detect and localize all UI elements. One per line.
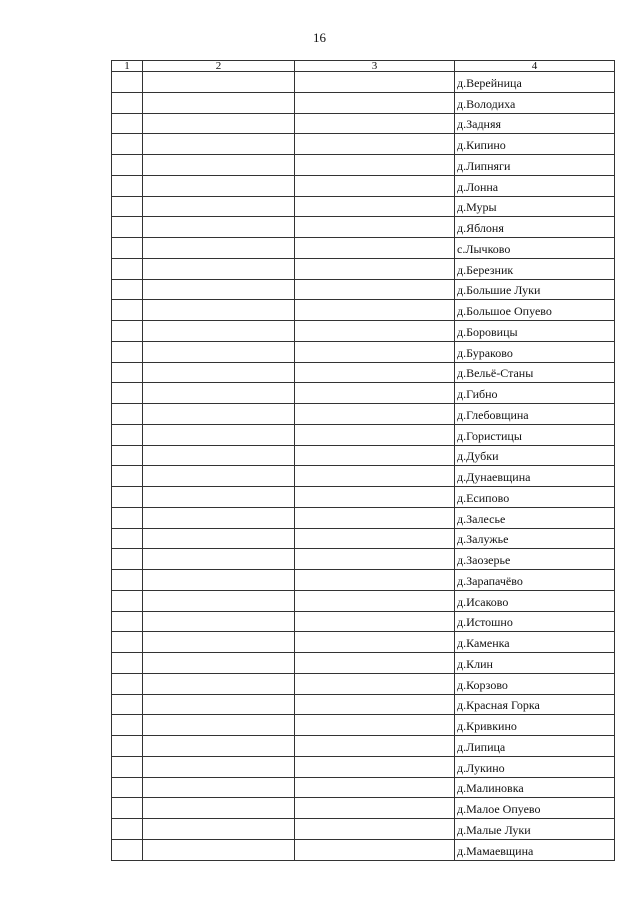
table-cell-col-4: д.Боровицы	[455, 321, 615, 342]
table-cell-col-1	[112, 549, 143, 570]
table-row	[112, 341, 615, 362]
table-row	[112, 466, 615, 487]
table-cell-col-1	[112, 715, 143, 736]
table-cell-col-2	[143, 839, 295, 860]
table-row	[112, 736, 615, 757]
table-row	[112, 653, 615, 674]
table-cell-col-3	[295, 300, 455, 321]
table-row	[112, 72, 615, 93]
header-col-3: 3	[295, 61, 455, 72]
table-cell-col-1	[112, 424, 143, 445]
table-cell-col-1	[112, 839, 143, 860]
table-cell-col-4: д.Кипино	[455, 134, 615, 155]
table-cell-col-3	[295, 217, 455, 238]
table-cell-col-1	[112, 570, 143, 591]
table-cell-col-3	[295, 424, 455, 445]
table-cell-col-1	[112, 155, 143, 176]
table-cell-col-2	[143, 238, 295, 259]
table-cell-col-3	[295, 279, 455, 300]
table-cell-col-2	[143, 72, 295, 93]
table-row	[112, 590, 615, 611]
table-row	[112, 528, 615, 549]
table-cell-col-4: д.Каменка	[455, 632, 615, 653]
table-cell-col-2	[143, 487, 295, 508]
table-cell-col-1	[112, 819, 143, 840]
table-cell-col-2	[143, 777, 295, 798]
table-cell-col-2	[143, 300, 295, 321]
table-cell-col-3	[295, 72, 455, 93]
table-cell-col-4: д.Глебовщина	[455, 404, 615, 425]
table-header	[112, 61, 615, 72]
table-cell-col-2	[143, 736, 295, 757]
table-cell-col-1	[112, 134, 143, 155]
table-cell-col-3	[295, 632, 455, 653]
table-row	[112, 570, 615, 591]
table-cell-col-4: д.Малое Опуево	[455, 798, 615, 819]
table-cell-col-3	[295, 653, 455, 674]
table-row	[112, 258, 615, 279]
table-cell-col-1	[112, 341, 143, 362]
table-row	[112, 715, 615, 736]
table-cell-col-2	[143, 507, 295, 528]
table-cell-col-1	[112, 72, 143, 93]
page-number: 16	[313, 30, 326, 45]
header-col-1: 1	[112, 61, 143, 72]
table-cell-col-2	[143, 445, 295, 466]
table-cell-col-2	[143, 321, 295, 342]
table-cell-col-1	[112, 445, 143, 466]
settlements-table	[111, 60, 615, 861]
table-cell-col-2	[143, 175, 295, 196]
table-cell-col-2	[143, 92, 295, 113]
header-row	[112, 61, 615, 72]
table-cell-col-2	[143, 756, 295, 777]
table-cell-col-1	[112, 590, 143, 611]
table-row	[112, 487, 615, 508]
table-cell-col-3	[295, 487, 455, 508]
table-cell-col-1	[112, 92, 143, 113]
table-row	[112, 798, 615, 819]
table-cell-col-2	[143, 424, 295, 445]
table-row	[112, 694, 615, 715]
table-row	[112, 175, 615, 196]
table-cell-col-3	[295, 341, 455, 362]
table-cell-col-1	[112, 300, 143, 321]
table-row	[112, 819, 615, 840]
table-cell-col-2	[143, 196, 295, 217]
table-row	[112, 238, 615, 259]
table-cell-col-4: д.Липица	[455, 736, 615, 757]
table-cell-col-1	[112, 653, 143, 674]
table-cell-col-4: д.Красная Горка	[455, 694, 615, 715]
table-cell-col-1	[112, 196, 143, 217]
table-cell-col-3	[295, 756, 455, 777]
table-cell-col-2	[143, 715, 295, 736]
table-row	[112, 404, 615, 425]
table-cell-col-3	[295, 362, 455, 383]
table-cell-col-4: д.Яблоня	[455, 217, 615, 238]
table-row	[112, 362, 615, 383]
table-cell-col-4: д.Заозерье	[455, 549, 615, 570]
table-cell-col-1	[112, 383, 143, 404]
table-cell-col-2	[143, 798, 295, 819]
table-cell-col-2	[143, 258, 295, 279]
table-cell-col-3	[295, 383, 455, 404]
table-cell-col-1	[112, 404, 143, 425]
table-cell-col-4: д.Муры	[455, 196, 615, 217]
table-cell-col-3	[295, 715, 455, 736]
table-cell-col-4: д.Клин	[455, 653, 615, 674]
table-cell-col-1	[112, 362, 143, 383]
table-cell-col-3	[295, 466, 455, 487]
table-cell-col-3	[295, 673, 455, 694]
table-cell-col-3	[295, 611, 455, 632]
table-row	[112, 549, 615, 570]
table-cell-col-2	[143, 466, 295, 487]
table-cell-col-4: д.Лонна	[455, 175, 615, 196]
table-cell-col-3	[295, 404, 455, 425]
table-cell-col-4: д.Залесье	[455, 507, 615, 528]
table-cell-col-4: д.Лукино	[455, 756, 615, 777]
table-cell-col-4: д.Бураково	[455, 341, 615, 362]
table-cell-col-1	[112, 798, 143, 819]
table-cell-col-3	[295, 819, 455, 840]
table-cell-col-4: д.Дубки	[455, 445, 615, 466]
table-cell-col-3	[295, 113, 455, 134]
table-cell-col-1	[112, 466, 143, 487]
table-cell-col-4: д.Кривкино	[455, 715, 615, 736]
table-cell-col-3	[295, 570, 455, 591]
table-cell-col-4: д.Малые Луки	[455, 819, 615, 840]
table-row	[112, 611, 615, 632]
table-cell-col-2	[143, 279, 295, 300]
table-row	[112, 445, 615, 466]
table-cell-col-1	[112, 694, 143, 715]
table-cell-col-3	[295, 798, 455, 819]
table-cell-col-2	[143, 570, 295, 591]
table-cell-col-1	[112, 507, 143, 528]
table-cell-col-4: д.Исаково	[455, 590, 615, 611]
table-cell-col-3	[295, 445, 455, 466]
header-col-2: 2	[143, 61, 295, 72]
table-cell-col-4: д.Корзово	[455, 673, 615, 694]
table-cell-col-2	[143, 549, 295, 570]
table-cell-col-3	[295, 258, 455, 279]
table-cell-col-2	[143, 632, 295, 653]
table-row	[112, 155, 615, 176]
table-cell-col-1	[112, 217, 143, 238]
table-cell-col-2	[143, 590, 295, 611]
table-cell-col-4: д.Большое Опуево	[455, 300, 615, 321]
table-cell-col-1	[112, 258, 143, 279]
table-row	[112, 134, 615, 155]
table-row	[112, 424, 615, 445]
table-row	[112, 383, 615, 404]
table-body	[112, 72, 615, 861]
table-cell-col-4: д.Большие Луки	[455, 279, 615, 300]
table-cell-col-4: д.Есипово	[455, 487, 615, 508]
table-cell-col-3	[295, 134, 455, 155]
table-cell-col-2	[143, 404, 295, 425]
table-cell-col-3	[295, 590, 455, 611]
table-cell-col-3	[295, 92, 455, 113]
table-cell-col-1	[112, 175, 143, 196]
table-cell-col-1	[112, 487, 143, 508]
table-cell-col-2	[143, 362, 295, 383]
table-cell-col-3	[295, 777, 455, 798]
table-cell-col-4: д.Липняги	[455, 155, 615, 176]
table-row	[112, 217, 615, 238]
table-row	[112, 321, 615, 342]
table-cell-col-3	[295, 507, 455, 528]
table-row	[112, 632, 615, 653]
table-cell-col-3	[295, 839, 455, 860]
table-cell-col-2	[143, 528, 295, 549]
table-cell-col-1	[112, 321, 143, 342]
table-cell-col-4: д.Вельё-Станы	[455, 362, 615, 383]
table-cell-col-1	[112, 113, 143, 134]
table-cell-col-2	[143, 134, 295, 155]
table-cell-col-2	[143, 653, 295, 674]
table-cell-col-1	[112, 238, 143, 259]
table-cell-col-3	[295, 549, 455, 570]
table-cell-col-2	[143, 217, 295, 238]
table-cell-col-1	[112, 611, 143, 632]
table-cell-col-2	[143, 611, 295, 632]
table-cell-col-4: д.Залужье	[455, 528, 615, 549]
table-cell-col-4: д.Дунаевщина	[455, 466, 615, 487]
table-cell-col-4: д.Зарапачёво	[455, 570, 615, 591]
table-row	[112, 113, 615, 134]
table-cell-col-4: д.Гибно	[455, 383, 615, 404]
table-cell-col-2	[143, 341, 295, 362]
table-row	[112, 756, 615, 777]
table-row	[112, 92, 615, 113]
table-cell-col-4: д.Березник	[455, 258, 615, 279]
table-cell-col-3	[295, 321, 455, 342]
table-cell-col-2	[143, 819, 295, 840]
table-cell-col-1	[112, 632, 143, 653]
table-cell-col-2	[143, 694, 295, 715]
table-cell-col-3	[295, 175, 455, 196]
header-col-4: 4	[455, 61, 615, 72]
table-cell-col-1	[112, 673, 143, 694]
table-row	[112, 300, 615, 321]
table-cell-col-3	[295, 238, 455, 259]
table-cell-col-2	[143, 113, 295, 134]
table-cell-col-2	[143, 383, 295, 404]
table-cell-col-2	[143, 673, 295, 694]
table-cell-col-4: д.Верейница	[455, 72, 615, 93]
table-cell-col-3	[295, 196, 455, 217]
table-row	[112, 839, 615, 860]
table-row	[112, 279, 615, 300]
table-cell-col-3	[295, 528, 455, 549]
table-cell-col-4: д.Мамаевщина	[455, 839, 615, 860]
table-row	[112, 196, 615, 217]
table-cell-col-2	[143, 155, 295, 176]
table-cell-col-4: д.Володиха	[455, 92, 615, 113]
table-cell-col-1	[112, 736, 143, 757]
table-cell-col-3	[295, 736, 455, 757]
table-cell-col-3	[295, 694, 455, 715]
table-cell-col-4: д.Истошно	[455, 611, 615, 632]
table-row	[112, 777, 615, 798]
table-cell-col-4: с.Лычково	[455, 238, 615, 259]
table-cell-col-1	[112, 777, 143, 798]
table-cell-col-1	[112, 279, 143, 300]
table-row	[112, 673, 615, 694]
table-cell-col-3	[295, 155, 455, 176]
table-cell-col-1	[112, 528, 143, 549]
table-cell-col-4: д.Задняя	[455, 113, 615, 134]
table-cell-col-1	[112, 756, 143, 777]
table-cell-col-4: д.Малиновка	[455, 777, 615, 798]
table-row	[112, 507, 615, 528]
table-cell-col-4: д.Гористицы	[455, 424, 615, 445]
